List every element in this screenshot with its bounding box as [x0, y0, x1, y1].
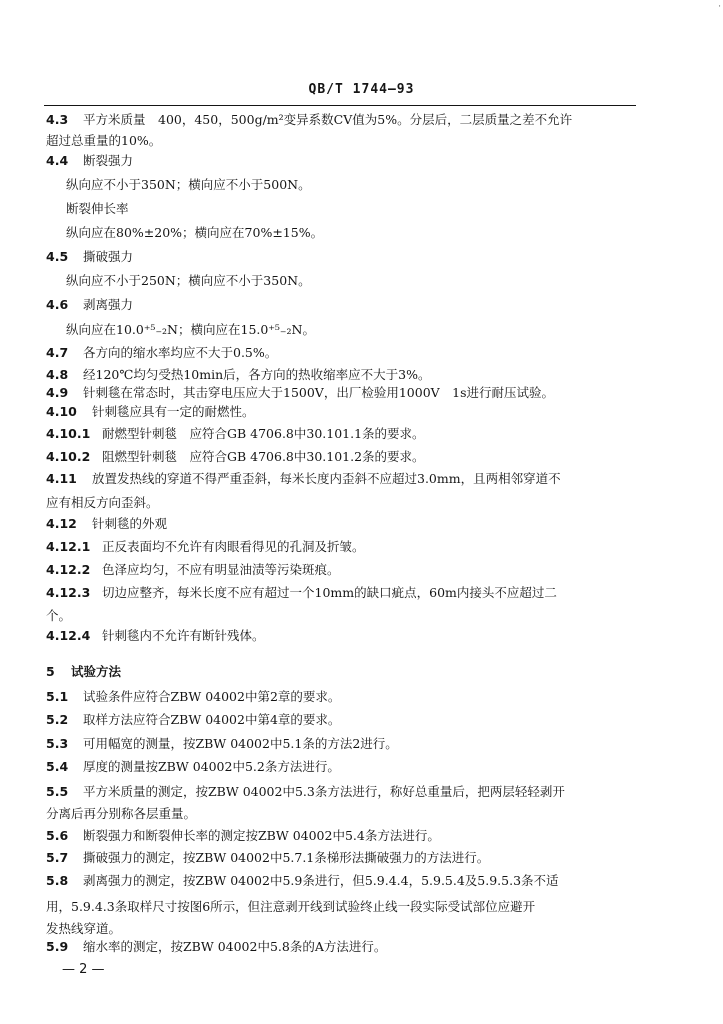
clause-text: 缩水率的测定，按ZBW 04002中5.8条的A方法进行。 [83, 939, 387, 954]
clause-number: 4.8 [46, 367, 69, 382]
clause-text: 针刺毯在常态时，其击穿电压应大于1500V，出厂检验用1000V 1s进行耐压试验。 [83, 385, 555, 400]
clause-text: 用，5.9.4.3条取样尺寸按图6所示，但注意剥开线到试验终止线一段实际受试部位应避开 [46, 899, 536, 914]
clause-number: 4.5 [46, 249, 69, 264]
standard-code-header: QB/T 1744—93 [308, 82, 415, 97]
clause-text: 各方向的缩水率均应不大于0.5%。 [83, 345, 278, 360]
clause-text: 纵向应不小于350N；横向应不小于500N。 [66, 177, 311, 192]
clause-text: 分离后再分别称各层重量。 [46, 806, 197, 821]
clause-text: 可用幅宽的测量，按ZBW 04002中5.1条的方法2进行。 [83, 736, 398, 751]
clause-text: 撕破强力 [83, 249, 134, 264]
clause-text: 正反表面均不允许有肉眼看得见的孔洞及折皱。 [102, 539, 365, 554]
clause-number: 4.9 [46, 385, 69, 400]
clause-number: 5.2 [46, 712, 69, 727]
clause-text: 耐燃型针刺毯 应符合GB 4706.8中30.101.1条的要求。 [102, 426, 425, 441]
clause-text: 断裂强力 [83, 153, 134, 168]
clause-text: 厚度的测量按ZBW 04002中5.2条方法进行。 [83, 759, 340, 774]
edge-mark: · [718, 2, 721, 12]
clause-number: 5.1 [46, 689, 69, 704]
clause-number: 5.8 [46, 873, 69, 888]
clause-text: 断裂强力和断裂伸长率的测定按ZBW 04002中5.4条方法进行。 [83, 828, 440, 843]
clause-number: 4.12.1 [46, 539, 91, 554]
clause-text: 纵向应在80%±20%；横向应在70%±15%。 [66, 225, 324, 240]
clause-text: 剥离强力的测定，按ZBW 04002中5.9条进行，但5.9.4.4，5.9.5.4及5.9.5.3条不适 [83, 873, 559, 888]
clause-number: 5.6 [46, 828, 69, 843]
clause-text: 针刺毯的外观 [92, 516, 168, 531]
clause-number: 5 [46, 664, 55, 679]
clause-number: 4.10.2 [46, 449, 91, 464]
clause-text: 阻燃型针刺毯 应符合GB 4706.8中30.101.2条的要求。 [102, 449, 425, 464]
clause-text: 发热线穿道。 [46, 921, 122, 936]
clause-number: 5.9 [46, 939, 69, 954]
clause-number: 4.12.3 [46, 585, 91, 600]
section-title: 试验方法 [71, 664, 122, 679]
clause-number: 4.11 [46, 471, 77, 486]
clause-number: 4.7 [46, 345, 69, 360]
clause-number: 5.5 [46, 784, 69, 799]
clause-number: 4.3 [46, 112, 69, 127]
clause-text: 色泽应均匀，不应有明显油渍等污染斑痕。 [102, 562, 340, 577]
clause-text: 切边应整齐，每米长度不应有超过一个10mm的缺口疵点，60m内接头不应超过二 [102, 585, 557, 600]
clause-text: 剥离强力 [83, 297, 134, 312]
clause-text: 针刺毯内不允许有断针残体。 [102, 628, 265, 643]
clause-text: 应有相反方向歪斜。 [46, 495, 159, 510]
clause-number: 5.7 [46, 850, 69, 865]
clause-number: 4.12 [46, 516, 77, 531]
clause-text: 撕破强力的测定，按ZBW 04002中5.7.1条梯形法撕破强力的方法进行。 [83, 850, 490, 865]
clause-text: 试验条件应符合ZBW 04002中第2章的要求。 [83, 689, 341, 704]
clause-text: 纵向应在10.0⁺⁵₋₂N；横向应在15.0⁺⁵₋₂N。 [66, 322, 315, 337]
clause-number: 4.10 [46, 404, 77, 419]
clause-text: 针刺毯应具有一定的耐燃性。 [92, 404, 255, 419]
clause-number: 5.3 [46, 736, 69, 751]
clause-text: 取样方法应符合ZBW 04002中第4章的要求。 [83, 712, 341, 727]
clause-text: 超过总重量的10%。 [46, 133, 162, 148]
clause-number: 5.4 [46, 759, 69, 774]
clause-number: 4.6 [46, 297, 69, 312]
clause-text: 放置发热线的穿道不得严重歪斜，每米长度内歪斜不应超过3.0mm，且两相邻穿道不 [92, 471, 561, 486]
page-number: — 2 — [62, 962, 105, 977]
clause-text: 断裂伸长率 [66, 201, 129, 216]
clause-number: 4.4 [46, 153, 69, 168]
clause-text: 平方米质量的测定，按ZBW 04002中5.3条方法进行，称好总重量后，把两层轻轻剥开 [83, 784, 565, 799]
clause-text: 经120℃均匀受热10min后，各方向的热收缩率应不大于3%。 [83, 367, 431, 382]
clause-number: 4.12.4 [46, 628, 91, 643]
clause-text: 纵向应不小于250N；横向应不小于350N。 [66, 273, 311, 288]
header-rule [44, 105, 636, 106]
clause-text: 个。 [46, 608, 72, 623]
clause-number: 4.12.2 [46, 562, 91, 577]
clause-number: 4.10.1 [46, 426, 91, 441]
clause-text: 平方米质量 400，450，500g/m²变异系数CV值为5%。分层后，二层质量之差不允许 [83, 112, 573, 127]
